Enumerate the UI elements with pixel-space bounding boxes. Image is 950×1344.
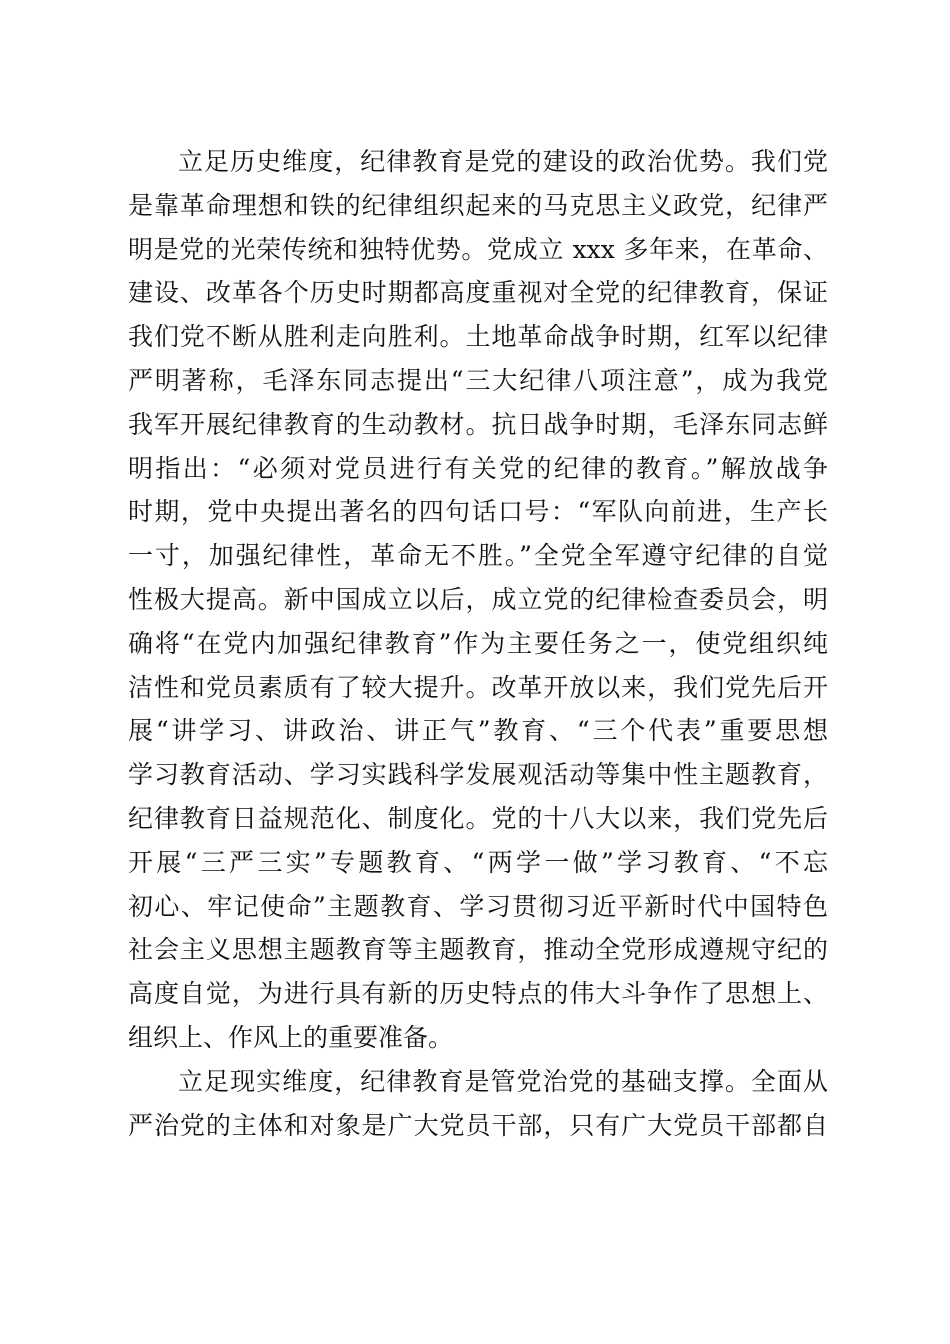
paragraph-line: 组织上、作风上的重要准备。	[128, 1022, 454, 1052]
paragraph-line: 明是党的光荣传统和独特优势。党成立 xxx 多年来，在革命、	[128, 234, 828, 264]
paragraph-line: 洁性和党员素质有了较大提升。改革开放以来，我们党先后开	[128, 672, 828, 702]
paragraph-line: 一寸，加强纪律性，革命无不胜。”全党全军遵守纪律的自觉	[128, 541, 828, 571]
paragraph-line: 纪律教育日益规范化、制度化。党的十八大以来，我们党先后	[128, 803, 828, 833]
paragraph-line: 展“讲学习、讲政治、讲正气”教育、“三个代表”重要思想	[128, 716, 828, 746]
paragraph-line: 立足历史维度，纪律教育是党的建设的政治优势。我们党	[178, 147, 828, 176]
paragraph-line: 严治党的主体和对象是广大党员干部，只有广大党员干部都自	[128, 1110, 828, 1140]
paragraph-line: 确将“在党内加强纪律教育”作为主要任务之一，使党组织纯	[128, 628, 828, 658]
paragraph-line: 学习教育活动、学习实践科学发展观活动等集中性主题教育，	[128, 760, 828, 790]
paragraph-line: 我们党不断从胜利走向胜利。土地革命战争时期，红军以纪律	[128, 322, 828, 352]
paragraph-line: 建设、改革各个历史时期都高度重视对全党的纪律教育，保证	[128, 278, 828, 308]
paragraph-line: 明指出：“必须对党员进行有关党的纪律的教育。”解放战争	[128, 453, 828, 483]
paragraph-line: 时期，党中央提出著名的四句话口号：“军队向前进，生产长	[128, 497, 828, 527]
paragraph-line: 性极大提高。新中国成立以后，成立党的纪律检查委员会，明	[128, 584, 828, 614]
paragraph-line: 高度自觉，为进行具有新的历史特点的伟大斗争作了思想上、	[128, 979, 828, 1009]
paragraph-line: 社会主义思想主题教育等主题教育，推动全党形成遵规守纪的	[128, 935, 828, 965]
paragraph-2	[128, 1060, 828, 1148]
paragraph-1	[128, 140, 828, 1060]
paragraph-line: 立足现实维度，纪律教育是管党治党的基础支撑。全面从	[178, 1066, 828, 1096]
paragraph-line: 开展“三严三实”专题教育、“两学一做”学习教育、“不忘	[128, 847, 828, 877]
document-body	[128, 140, 828, 1147]
paragraph-line: 初心、牢记使命”主题教育、学习贯彻习近平新时代中国特色	[128, 891, 828, 921]
paragraph-line: 我军开展纪律教育的生动教材。抗日战争时期，毛泽东同志鲜	[128, 409, 828, 439]
paragraph-line: 严明著称，毛泽东同志提出“三大纪律八项注意”，成为我党	[128, 365, 828, 395]
paragraph-line: 是靠革命理想和铁的纪律组织起来的马克思主义政党，纪律严	[128, 190, 828, 220]
